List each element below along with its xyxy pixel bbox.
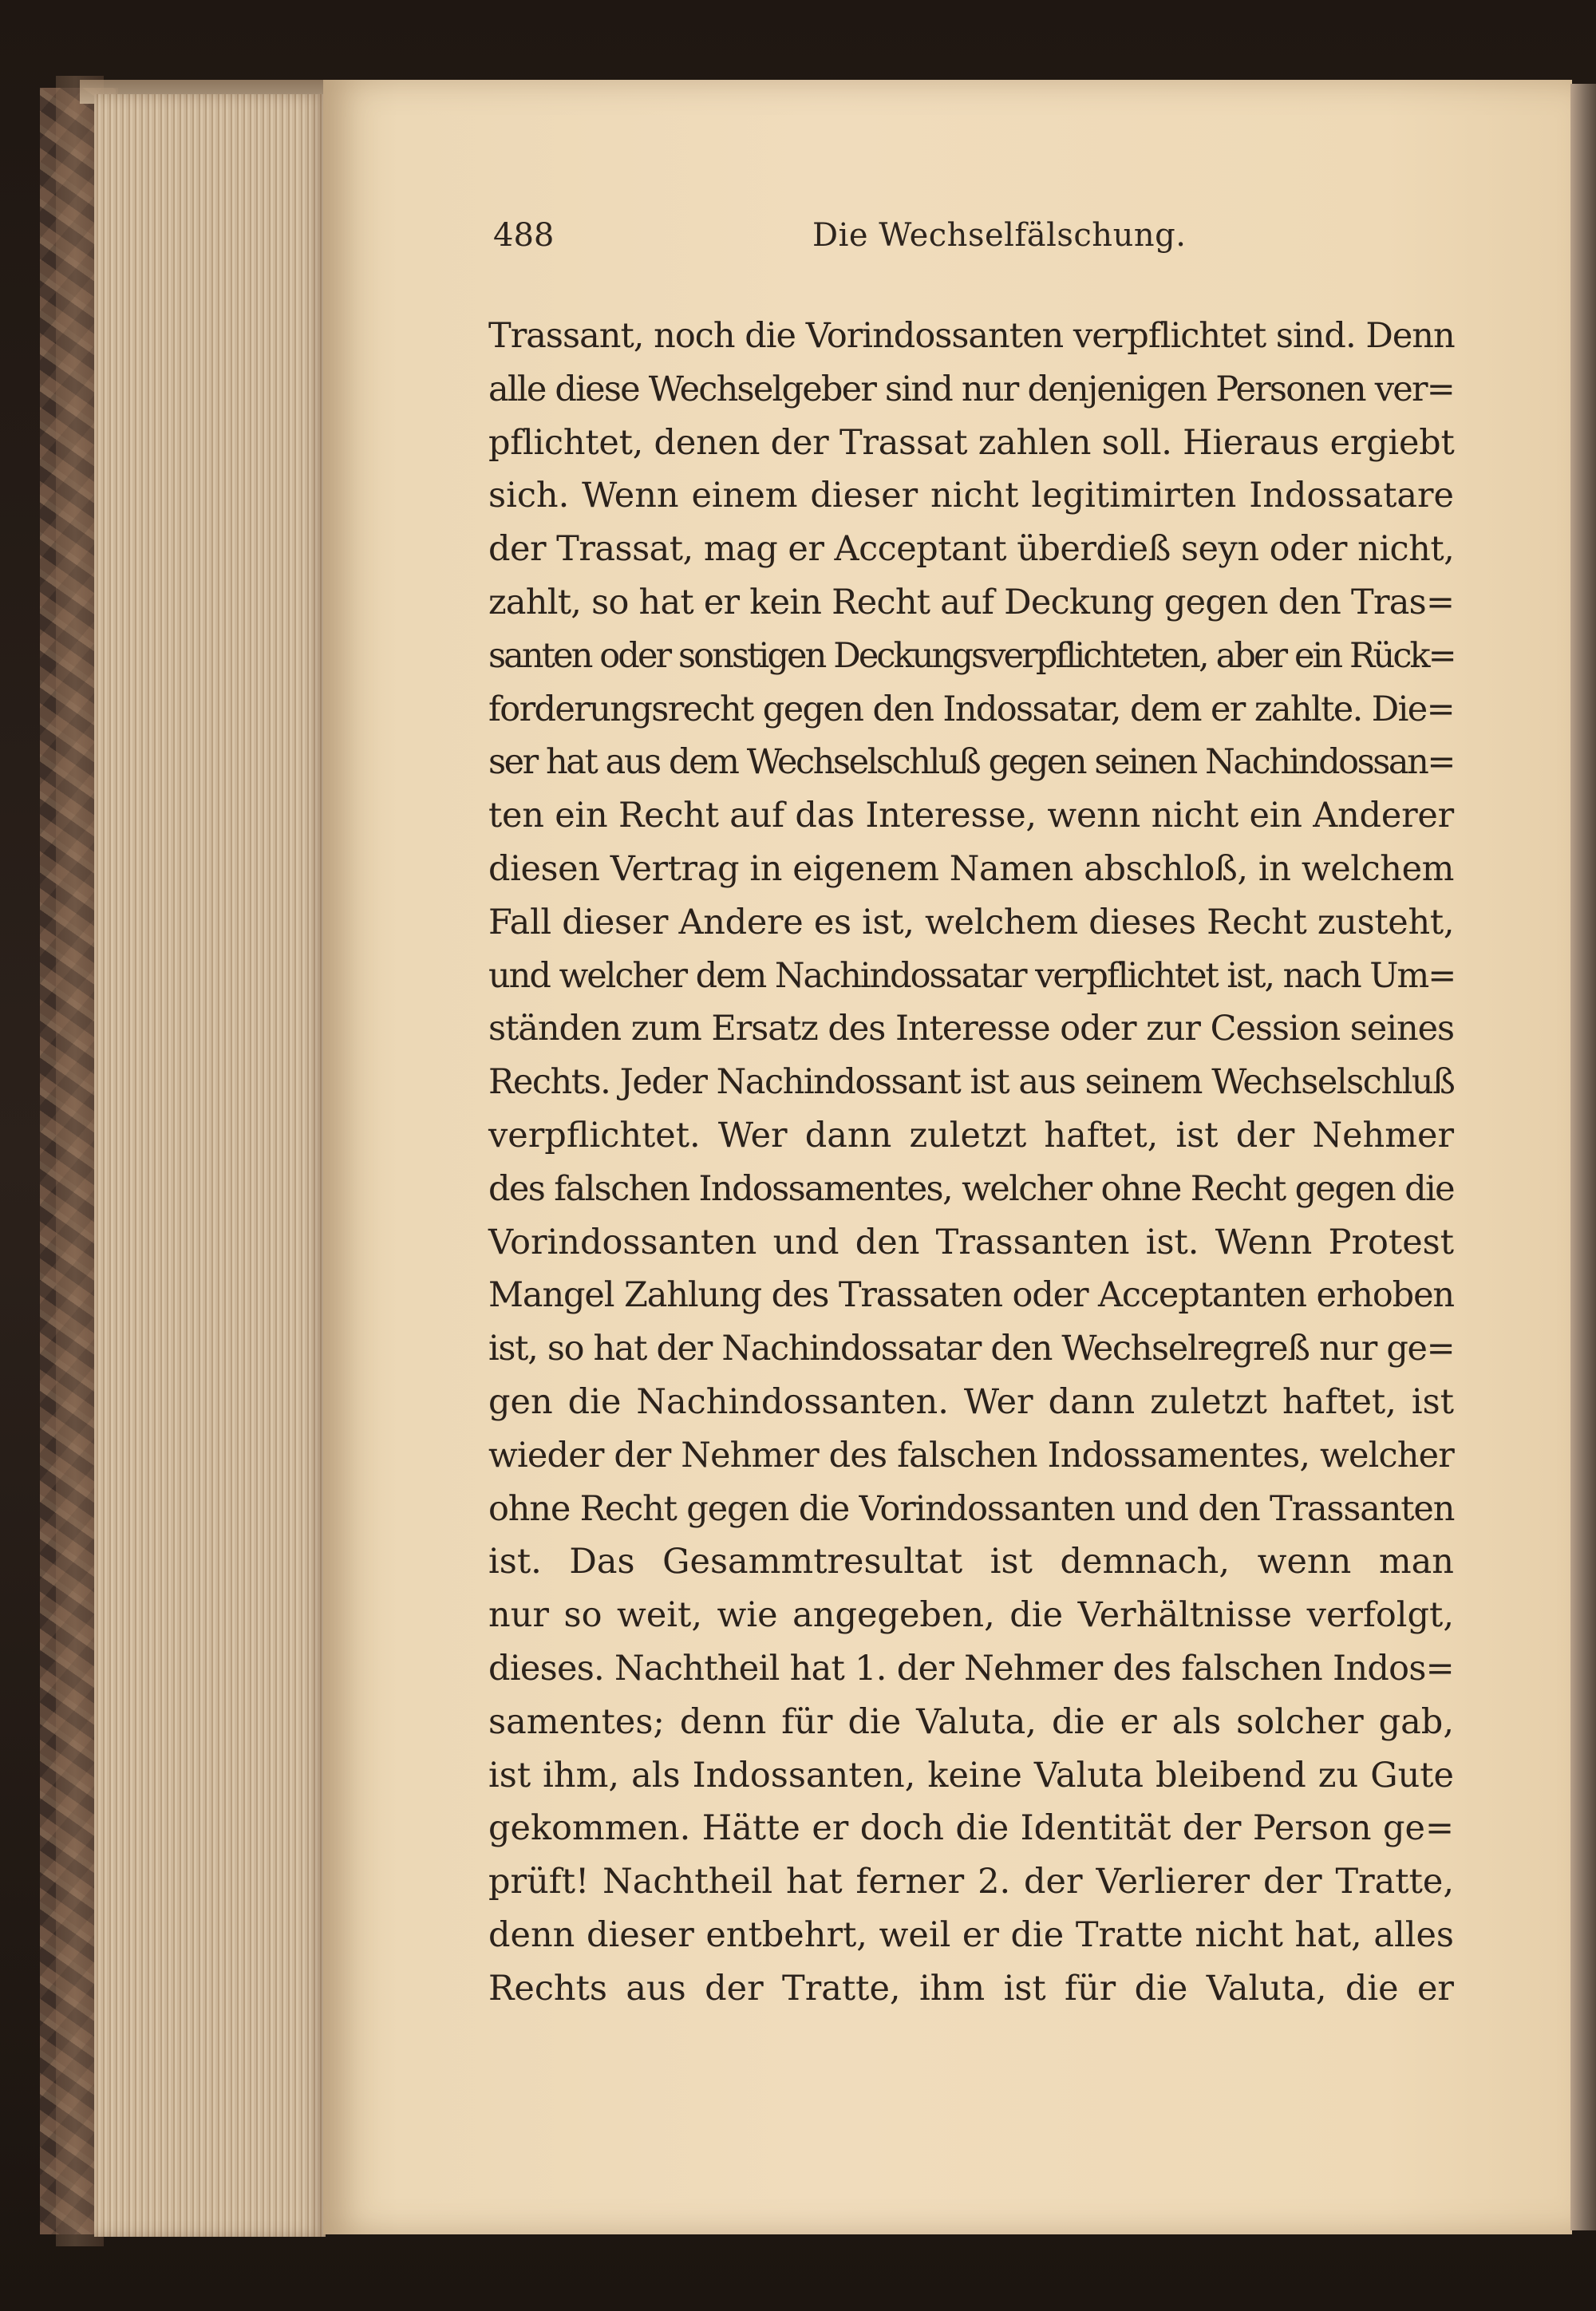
running-head: Die Wechselfälschung. <box>812 217 1187 254</box>
text-line: und welcher dem Nachindossatar verpflichtet ist, nach Um= <box>488 955 1456 996</box>
text-line: dieses. Nachtheil hat 1. der Nehmer des falschen Indos= <box>488 1648 1454 1689</box>
page-right-edge <box>1570 84 1596 2230</box>
text-line: ist. Das Gesammtresultat ist demnach, wenn man <box>488 1542 1454 1582</box>
text-line: ohne Recht gegen die Vorindossanten und den Trassanten <box>488 1488 1455 1529</box>
text-line: sich. Wenn einem dieser nicht legitimirten Indossatare <box>488 476 1454 516</box>
text-line: Fall dieser Andere es ist, welchem dieses Recht zusteht, <box>488 902 1455 942</box>
text-line: ist ihm, als Indossanten, keine Valuta bleibend zu Gute <box>488 1755 1454 1795</box>
text-line: ständen zum Ersatz des Interesse oder zur Cession seines <box>488 1009 1455 1049</box>
page-block-edges <box>94 94 326 2237</box>
text-line: ist, so hat der Nachindossatar den Wechselregreß nur ge= <box>488 1329 1455 1369</box>
text-line: zahlt, so hat er kein Recht auf Deckung gegen den Tras= <box>488 582 1455 622</box>
text-line: verpflichtet. Wer dann zuletzt haftet, ist der Nehmer <box>488 1115 1454 1156</box>
text-line: Mangel Zahlung des Trassaten oder Acceptanten erhoben <box>488 1275 1454 1316</box>
text-line: forderungsrecht gegen den Indossatar, dem er zahlte. Die= <box>488 689 1454 729</box>
text-line: gen die Nachindossanten. Wer dann zuletzt haftet, ist <box>488 1381 1454 1422</box>
text-line: pflichtet, denen der Trassat zahlen soll. Hieraus ergiebt <box>488 422 1455 463</box>
text-line: Trassant, noch die Vorindossanten verpflichtet sind. Denn <box>488 316 1455 356</box>
text-line: gekommen. Hätte er doch die Identität der Person ge= <box>488 1808 1454 1849</box>
text-line: prüft! Nachtheil hat ferner 2. der Verlierer der Tratte, <box>488 1862 1454 1902</box>
text-line: alle diese Wechselgeber sind nur denjenigen Personen ver= <box>488 369 1454 409</box>
text-line: samentes; denn für die Valuta, die er als solcher gab, <box>488 1701 1454 1742</box>
page-number: 488 <box>493 217 555 254</box>
text-line: ten ein Recht auf das Interesse, wenn nicht ein Anderer <box>488 796 1454 836</box>
page-header <box>493 217 1454 265</box>
text-line: des falschen Indossamentes, welcher ohne Recht gegen die <box>488 1168 1455 1209</box>
text-line: diesen Vertrag in eigenem Namen abschloß, in welchem <box>488 848 1454 889</box>
body-text <box>488 310 1454 2016</box>
text-line: Vorindossanten und den Trassanten ist. Wenn Protest <box>488 1222 1454 1262</box>
text-line: denn dieser entbehrt, weil er die Tratte nicht hat, alles <box>488 1914 1454 1955</box>
text-line: der Trassat, mag er Acceptant überdieß seyn oder nicht, <box>488 529 1455 570</box>
text-line: santen oder sonstigen Deckungsverpflichteten, aber ein Rück= <box>488 635 1455 676</box>
text-line: Rechts. Jeder Nachindossant ist aus seinem Wechselschluß <box>488 1062 1455 1103</box>
text-line: ser hat aus dem Wechselschluß gegen seinen Nachindossan= <box>488 742 1454 783</box>
text-line: Rechts aus der Tratte, ihm ist für die Valuta, die er <box>488 1968 1454 2009</box>
text-line: wieder der Nehmer des falschen Indossamentes, welcher <box>488 1435 1454 1475</box>
text-line: nur so weit, wie angegeben, die Verhältnisse verfolgt, <box>488 1595 1454 1636</box>
